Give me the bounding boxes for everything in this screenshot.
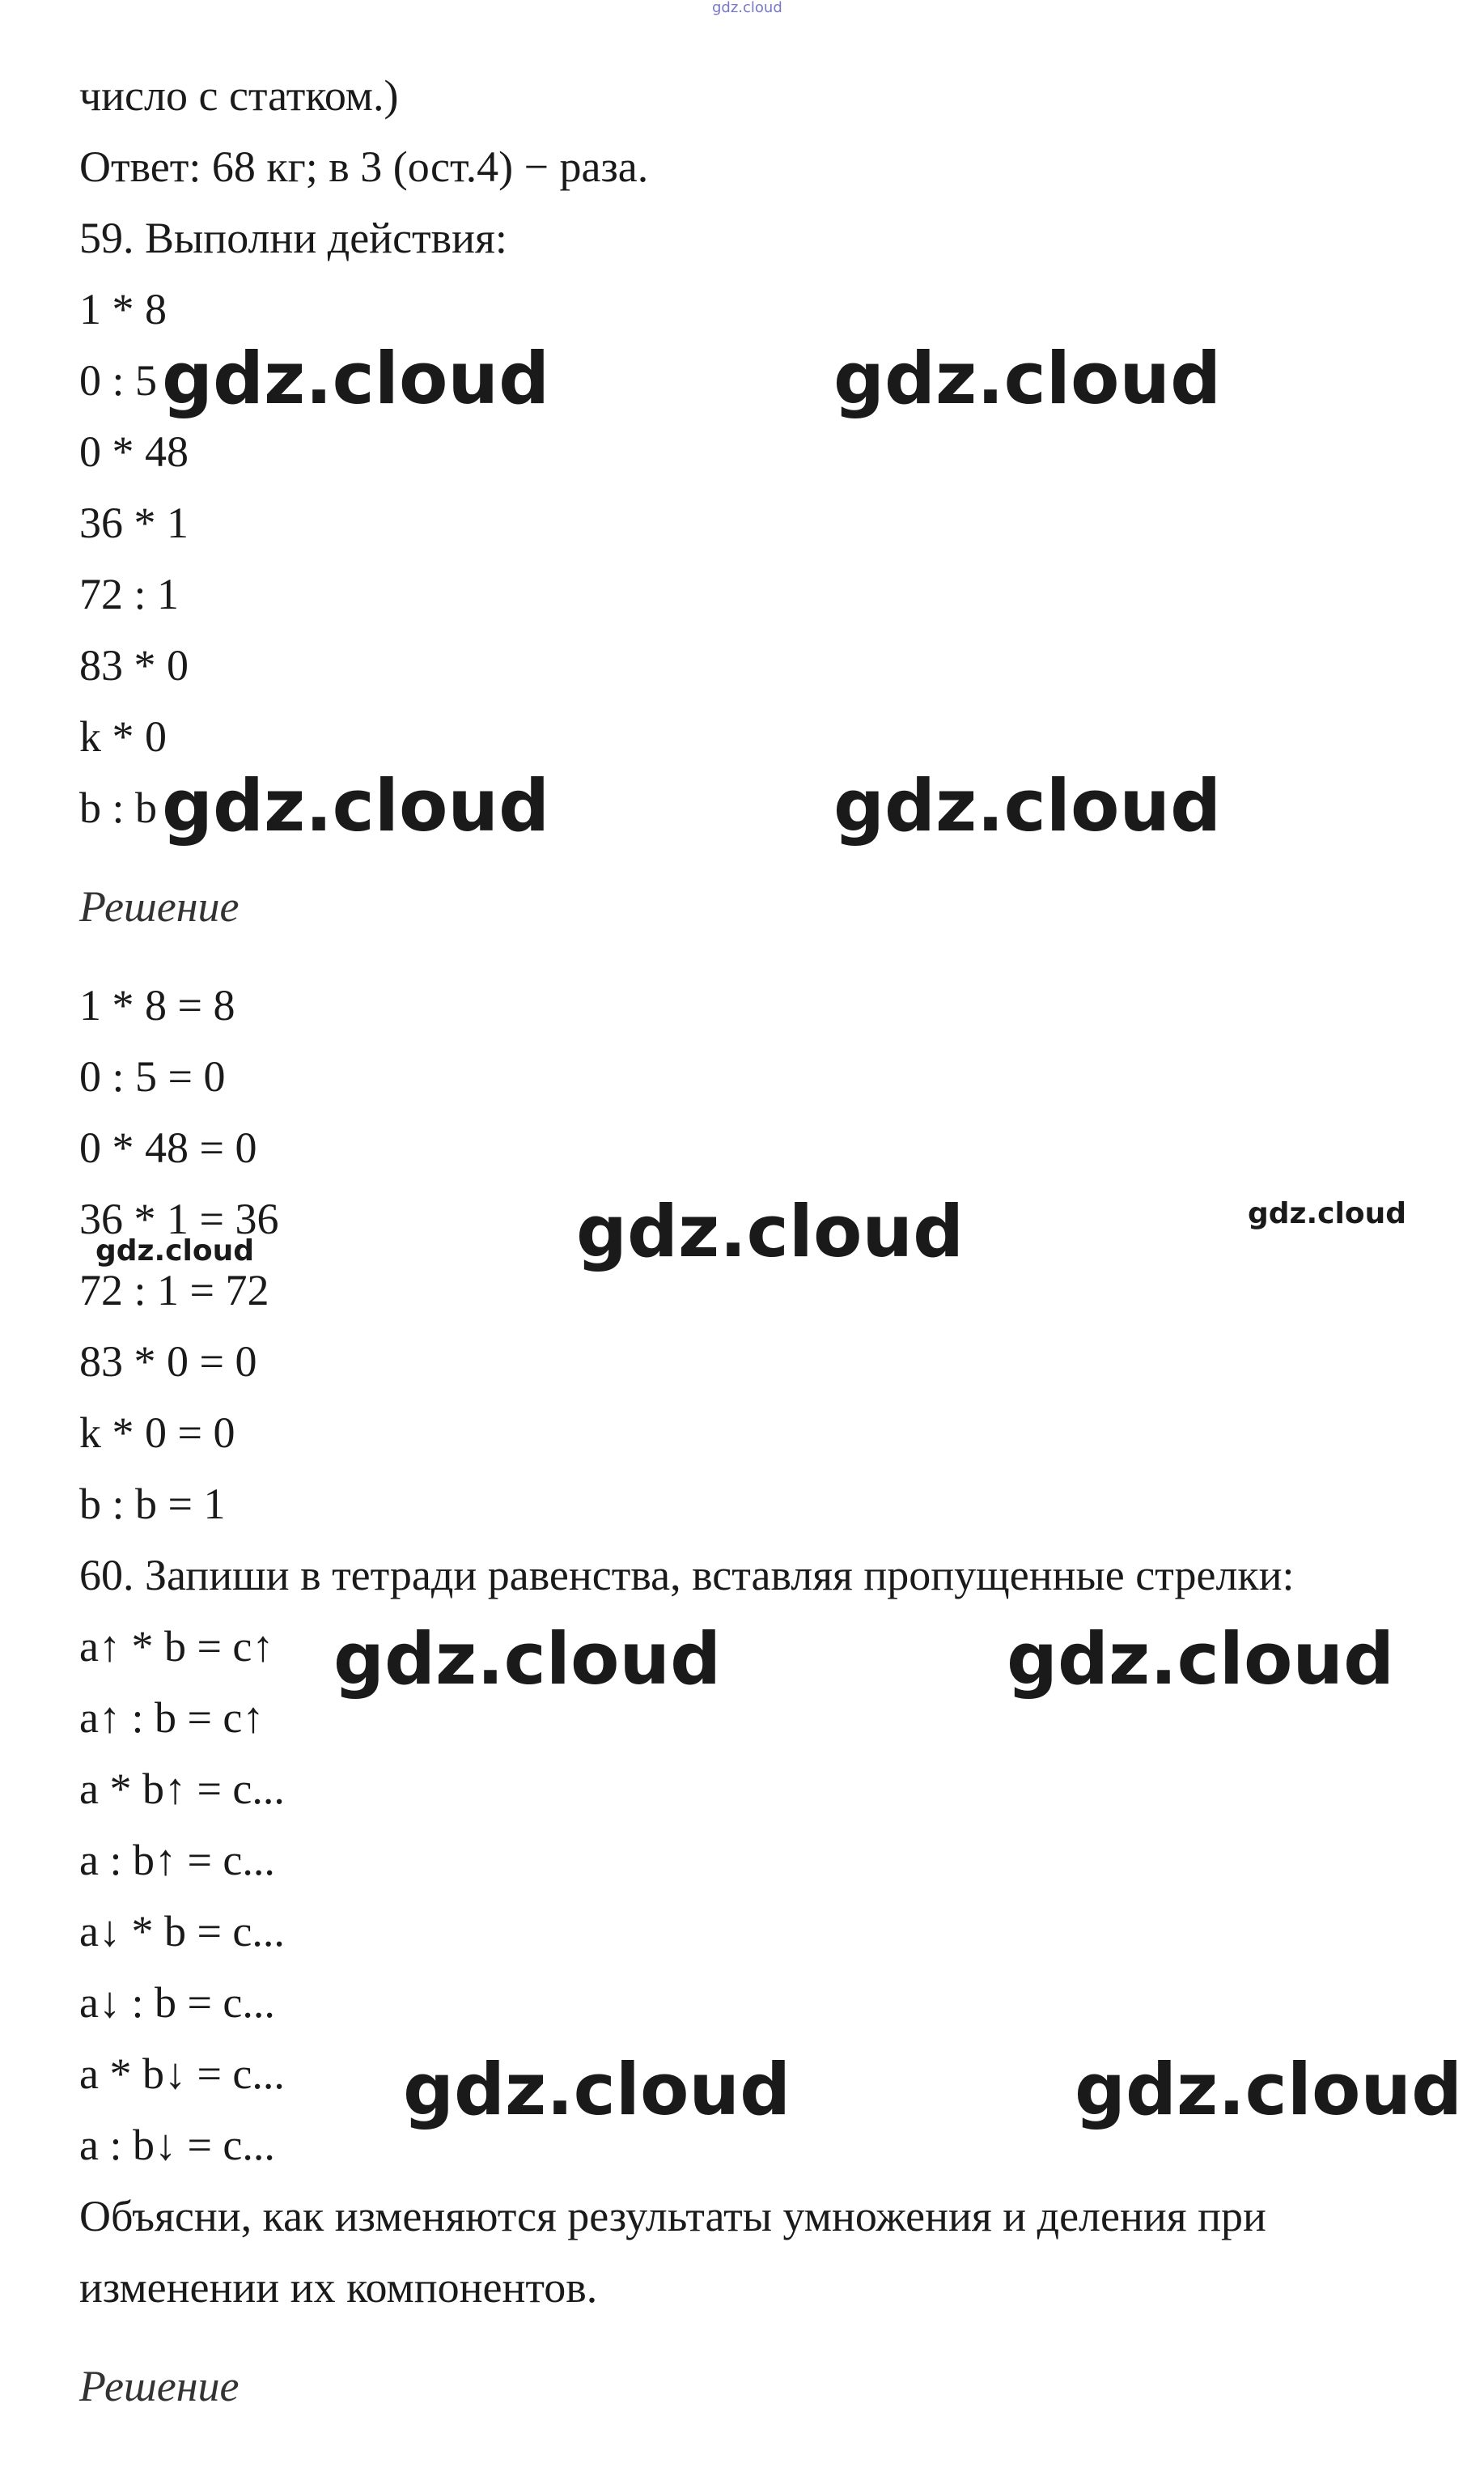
equation-line: a↓ * b = c...: [79, 1907, 285, 1956]
expression-line: b : b: [79, 783, 158, 832]
equation-line: a↓ : b = c...: [79, 1978, 275, 2027]
solution-heading: Решение: [79, 882, 240, 931]
watermark: gdz.cloud: [833, 764, 1222, 847]
expression-line: 0 * 48: [79, 427, 189, 476]
solution-line: 0 * 48 = 0: [79, 1123, 257, 1172]
solution-line: k * 0 = 0: [79, 1408, 235, 1457]
expression-line: 1 * 8: [79, 285, 167, 333]
equation-line: a : b↓ = c...: [79, 2121, 275, 2169]
watermark: gdz.cloud: [833, 337, 1222, 420]
watermark: gdz.cloud: [1248, 1197, 1406, 1230]
expression-line: 0 : 5: [79, 356, 158, 405]
solution-heading: Решение: [79, 2362, 240, 2410]
equation-line: a * b↓ = c...: [79, 2049, 285, 2098]
expression-line: k * 0: [79, 712, 167, 761]
solution-line: 36 * 1 = 36: [79, 1195, 279, 1243]
equation-line: a * b↑ = c...: [79, 1764, 285, 1813]
watermark: gdz.cloud: [1007, 1617, 1395, 1701]
solution-line: b : b = 1: [79, 1480, 226, 1528]
solution-line: 72 : 1 = 72: [79, 1266, 269, 1314]
solution-line: 1 * 8 = 8: [79, 981, 235, 1030]
expression-line: 36 * 1: [79, 499, 189, 547]
watermark: gdz.cloud: [95, 1234, 254, 1268]
text-line: число с статком.): [79, 71, 399, 120]
equation-line: a : b↑ = c...: [79, 1836, 275, 1884]
watermark: gdz.cloud: [403, 2048, 791, 2131]
expression-line: 83 * 0: [79, 641, 189, 690]
equation-line: a↑ : b = c↑: [79, 1693, 265, 1742]
instruction-line: изменении их компонентов.: [79, 2263, 598, 2312]
answer-line: Ответ: 68 кг; в 3 (ост.4) − раза.: [79, 142, 649, 191]
instruction-line: Объясни, как изменяются результаты умножения и деления при: [79, 2192, 1266, 2240]
equation-line: a↑ * b = c↑: [79, 1622, 274, 1671]
watermark: gdz.cloud: [333, 1617, 722, 1701]
watermark: gdz.cloud: [1075, 2048, 1463, 2131]
task-59-heading: 59. Выполни действия:: [79, 214, 507, 262]
watermark: gdz.cloud: [576, 1190, 965, 1273]
watermark: gdz.cloud: [162, 764, 550, 847]
watermark: gdz.cloud: [162, 337, 550, 420]
solution-line: 83 * 0 = 0: [79, 1337, 257, 1386]
solution-line: 0 : 5 = 0: [79, 1052, 226, 1101]
task-60-heading: 60. Запиши в тетради равенства, вставляя пропущенные стрелки:: [79, 1551, 1295, 1599]
expression-line: 72 : 1: [79, 570, 180, 618]
watermark-top: gdz.cloud: [712, 0, 782, 16]
